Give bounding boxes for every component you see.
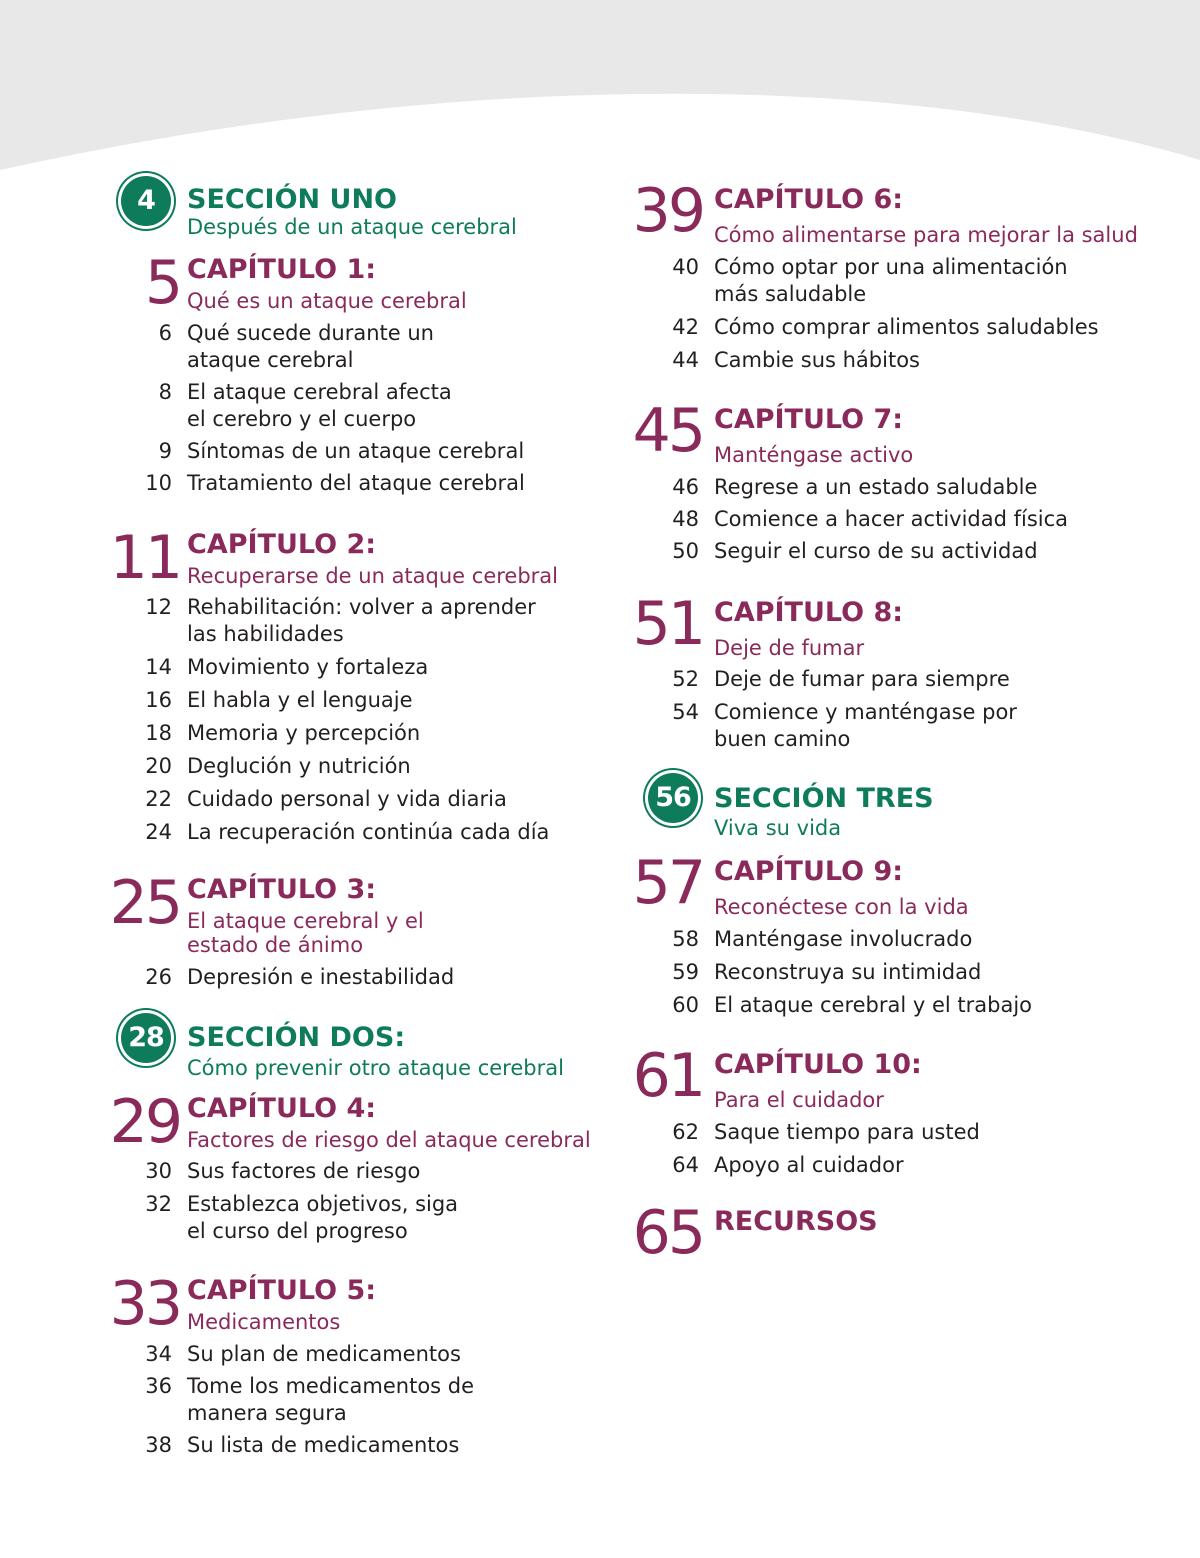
toc-entry[interactable] xyxy=(0,720,600,747)
toc-entry-text: Qué sucede durante un ataque cerebral xyxy=(187,321,434,372)
toc-entry-text: Seguir el curso de su actividad xyxy=(714,539,1038,563)
toc-entry-page: 18 xyxy=(145,721,172,745)
toc-entry-text: Deglución y nutrición xyxy=(187,754,411,778)
toc-entry-page: 46 xyxy=(672,475,699,499)
toc-entry-text: Manténgase involucrado xyxy=(714,927,973,951)
toc-entry-page: 64 xyxy=(672,1153,699,1177)
toc-entry-page: 22 xyxy=(145,787,172,811)
toc-entry-page: 8 xyxy=(158,380,172,404)
toc-entry-text: Memoria y percepción xyxy=(187,721,421,745)
chapter-subtitle: Manténgase activo xyxy=(714,443,914,467)
chapter-title: CAPÍTULO 7: xyxy=(714,404,904,435)
toc-entry[interactable] xyxy=(0,470,600,497)
toc-entry-text: El ataque cerebral afecta el cerebro y el cuerpo xyxy=(187,380,452,431)
toc-entry-text: El ataque cerebral y el trabajo xyxy=(714,993,1033,1017)
toc-entry-text: Establezca objetivos, siga el curso del progreso xyxy=(187,1192,459,1243)
toc-entry[interactable] xyxy=(600,538,1200,565)
toc-entry-text: Reconstruya su intimidad xyxy=(714,960,982,984)
chapter-page-number: 33 xyxy=(109,1269,180,1339)
toc-entry-text: Regrese a un estado saludable xyxy=(714,475,1038,499)
toc-entry[interactable] xyxy=(0,1158,600,1185)
toc-entry-page: 36 xyxy=(145,1374,172,1398)
chapter-subtitle: Medicamentos xyxy=(187,1310,341,1334)
chapter-10-items xyxy=(600,1119,1200,1179)
chapter-1-items xyxy=(0,320,600,497)
chapter-subtitle: Qué es un ataque cerebral xyxy=(187,289,467,313)
toc-entry[interactable] xyxy=(600,926,1200,953)
chapter-title: CAPÍTULO 3: xyxy=(187,874,377,905)
chapter-page-number: 45 xyxy=(632,396,703,466)
section-title: SECCIÓN UNO xyxy=(187,184,397,215)
toc-entry[interactable] xyxy=(0,786,600,813)
toc-entry-page: 32 xyxy=(145,1192,172,1216)
toc-entry-text: Tratamiento del ataque cerebral xyxy=(187,471,525,495)
chapter-6-items xyxy=(600,254,1200,374)
toc-entry-page: 26 xyxy=(145,965,172,989)
section-title: SECCIÓN DOS: xyxy=(187,1022,406,1053)
toc-entry[interactable] xyxy=(600,959,1200,986)
toc-entry-page: 34 xyxy=(145,1342,172,1366)
toc-entry-text: Sus factores de riesgo xyxy=(187,1159,421,1183)
chapter-title: CAPÍTULO 4: xyxy=(187,1093,377,1124)
chapter-4-items xyxy=(0,1158,600,1245)
toc-entry[interactable] xyxy=(600,1152,1200,1179)
toc-entry-text: Síntomas de un ataque cerebral xyxy=(187,439,525,463)
chapter-title: CAPÍTULO 10: xyxy=(714,1049,922,1080)
section-subtitle: Cómo prevenir otro ataque cerebral xyxy=(187,1056,564,1080)
toc-entry-page: 50 xyxy=(672,539,699,563)
toc-entry[interactable] xyxy=(0,1373,600,1427)
toc-entry-page: 38 xyxy=(145,1433,172,1457)
chapter-subtitle: Cómo alimentarse para mejorar la salud xyxy=(714,223,1138,247)
chapter-subtitle: Recuperarse de un ataque cerebral xyxy=(187,564,558,588)
toc-entry[interactable] xyxy=(600,506,1200,533)
toc-entry-text: Deje de fumar para siempre xyxy=(714,667,1010,691)
toc-entry[interactable] xyxy=(600,474,1200,501)
chapter-title: CAPÍTULO 1: xyxy=(187,254,377,285)
toc-entry[interactable] xyxy=(0,594,600,648)
toc-entry-page: 54 xyxy=(672,700,699,724)
chapter-subtitle: Deje de fumar xyxy=(714,636,865,660)
toc-entry-text: Rehabilitación: volver a aprender las habilidades xyxy=(187,595,536,646)
toc-entry-text: Movimiento y fortaleza xyxy=(187,655,429,679)
toc-entry-text: La recuperación continúa cada día xyxy=(187,820,550,844)
chapter-page-number: 29 xyxy=(109,1087,180,1157)
toc-entry[interactable] xyxy=(0,964,600,991)
toc-entry-text: Comience a hacer actividad física xyxy=(714,507,1069,531)
toc-entry[interactable] xyxy=(0,654,600,681)
chapter-title: CAPÍTULO 8: xyxy=(714,597,904,628)
toc-entry[interactable] xyxy=(600,314,1200,341)
toc-entry-text: Saque tiempo para usted xyxy=(714,1120,980,1144)
toc-entry[interactable] xyxy=(0,320,600,374)
toc-entry-text: Su lista de medicamentos xyxy=(187,1433,460,1457)
toc-entry-text: Cuidado personal y vida diaria xyxy=(187,787,507,811)
chapter-subtitle-line-1: El ataque cerebral y el xyxy=(187,909,424,933)
toc-entry-page: 58 xyxy=(672,927,699,951)
toc-entry-text: El habla y el lenguaje xyxy=(187,688,413,712)
toc-entry-page: 60 xyxy=(672,993,699,1017)
toc-entry[interactable] xyxy=(0,379,600,433)
chapter-title: CAPÍTULO 5: xyxy=(187,1275,377,1306)
toc-entry-page: 12 xyxy=(145,595,172,619)
chapter-3-items xyxy=(0,964,600,991)
toc-entry-page: 30 xyxy=(145,1159,172,1183)
toc-entry-page: 14 xyxy=(145,655,172,679)
chapter-title: CAPÍTULO 2: xyxy=(187,529,377,560)
toc-entry[interactable] xyxy=(600,347,1200,374)
toc-entry-page: 42 xyxy=(672,315,699,339)
chapter-subtitle: Reconéctese con la vida xyxy=(714,895,969,919)
toc-entry-page: 40 xyxy=(672,255,699,279)
toc-entry[interactable] xyxy=(0,687,600,714)
toc-entry[interactable] xyxy=(600,254,1200,308)
chapter-page-number: 57 xyxy=(632,848,703,918)
toc-entry-page: 62 xyxy=(672,1120,699,1144)
section-uno[interactable] xyxy=(0,175,600,245)
toc-entry[interactable] xyxy=(600,699,1200,753)
toc-entry-page: 9 xyxy=(158,439,172,463)
toc-entry-text: Su plan de medicamentos xyxy=(187,1342,461,1366)
header-curve-band xyxy=(0,0,1200,180)
chapter-page-number: 25 xyxy=(109,868,180,938)
toc-entry[interactable] xyxy=(0,753,600,780)
section-number-badge: 56 xyxy=(648,773,698,823)
toc-entry-page: 52 xyxy=(672,667,699,691)
chapter-2-items xyxy=(0,594,600,846)
toc-entry-page: 16 xyxy=(145,688,172,712)
toc-entry-page: 48 xyxy=(672,507,699,531)
toc-entry-text: Cómo comprar alimentos saludables xyxy=(714,315,1099,339)
toc-entry-text: Cómo optar por una alimentación más saludable xyxy=(714,255,1068,306)
chapter-page-number: 39 xyxy=(632,176,703,246)
chapter-7-items xyxy=(600,474,1200,565)
chapter-5-items xyxy=(0,1341,600,1459)
chapter-page-number: 11 xyxy=(109,523,180,593)
section-tres[interactable] xyxy=(600,773,1200,843)
section-subtitle: Después de un ataque cerebral xyxy=(187,215,517,239)
toc-entry[interactable] xyxy=(600,1119,1200,1146)
chapter-title: CAPÍTULO 9: xyxy=(714,856,904,887)
toc-entry-page: 59 xyxy=(672,960,699,984)
chapter-9-items xyxy=(600,926,1200,1019)
chapter-subtitle: Factores de riesgo del ataque cerebral xyxy=(187,1128,591,1152)
toc-entry[interactable] xyxy=(0,1432,600,1459)
toc-entry[interactable] xyxy=(0,1341,600,1368)
toc-entry-text: Tome los medicamentos de manera segura xyxy=(187,1374,475,1425)
toc-entry-text: Apoyo al cuidador xyxy=(714,1153,904,1177)
chapter-page-number: 61 xyxy=(632,1041,703,1111)
toc-entry-text: Comience y manténgase por buen camino xyxy=(714,700,1017,751)
toc-entry[interactable] xyxy=(600,992,1200,1019)
chapter-page-number: 5 xyxy=(144,248,180,318)
chapter-8-items xyxy=(600,666,1200,753)
section-subtitle: Viva su vida xyxy=(714,816,842,840)
toc-entry-page: 20 xyxy=(145,754,172,778)
toc-entry-page: 24 xyxy=(145,820,172,844)
toc-entry-text: Cambie sus hábitos xyxy=(714,348,920,372)
chapter-page-number: 65 xyxy=(632,1198,703,1268)
chapter-title: CAPÍTULO 6: xyxy=(714,184,904,215)
toc-entry[interactable] xyxy=(600,666,1200,693)
toc-entry-page: 10 xyxy=(145,471,172,495)
section-number-badge: 28 xyxy=(121,1013,171,1063)
chapter-subtitle-line-2: estado de ánimo xyxy=(187,933,364,957)
chapter-page-number: 51 xyxy=(632,589,703,659)
section-dos[interactable] xyxy=(0,1013,600,1083)
chapter-subtitle: Para el cuidador xyxy=(714,1088,884,1112)
toc-entry[interactable] xyxy=(0,438,600,465)
chapter-title: RECURSOS xyxy=(714,1206,878,1237)
toc-entry-text: Depresión e inestabilidad xyxy=(187,965,455,989)
section-title: SECCIÓN TRES xyxy=(714,783,934,814)
toc-entry-page: 6 xyxy=(158,321,172,345)
toc-entry[interactable] xyxy=(0,1191,600,1245)
toc-entry-page: 44 xyxy=(672,348,699,372)
toc-entry[interactable] xyxy=(0,819,600,846)
section-number-badge: 4 xyxy=(121,176,171,226)
